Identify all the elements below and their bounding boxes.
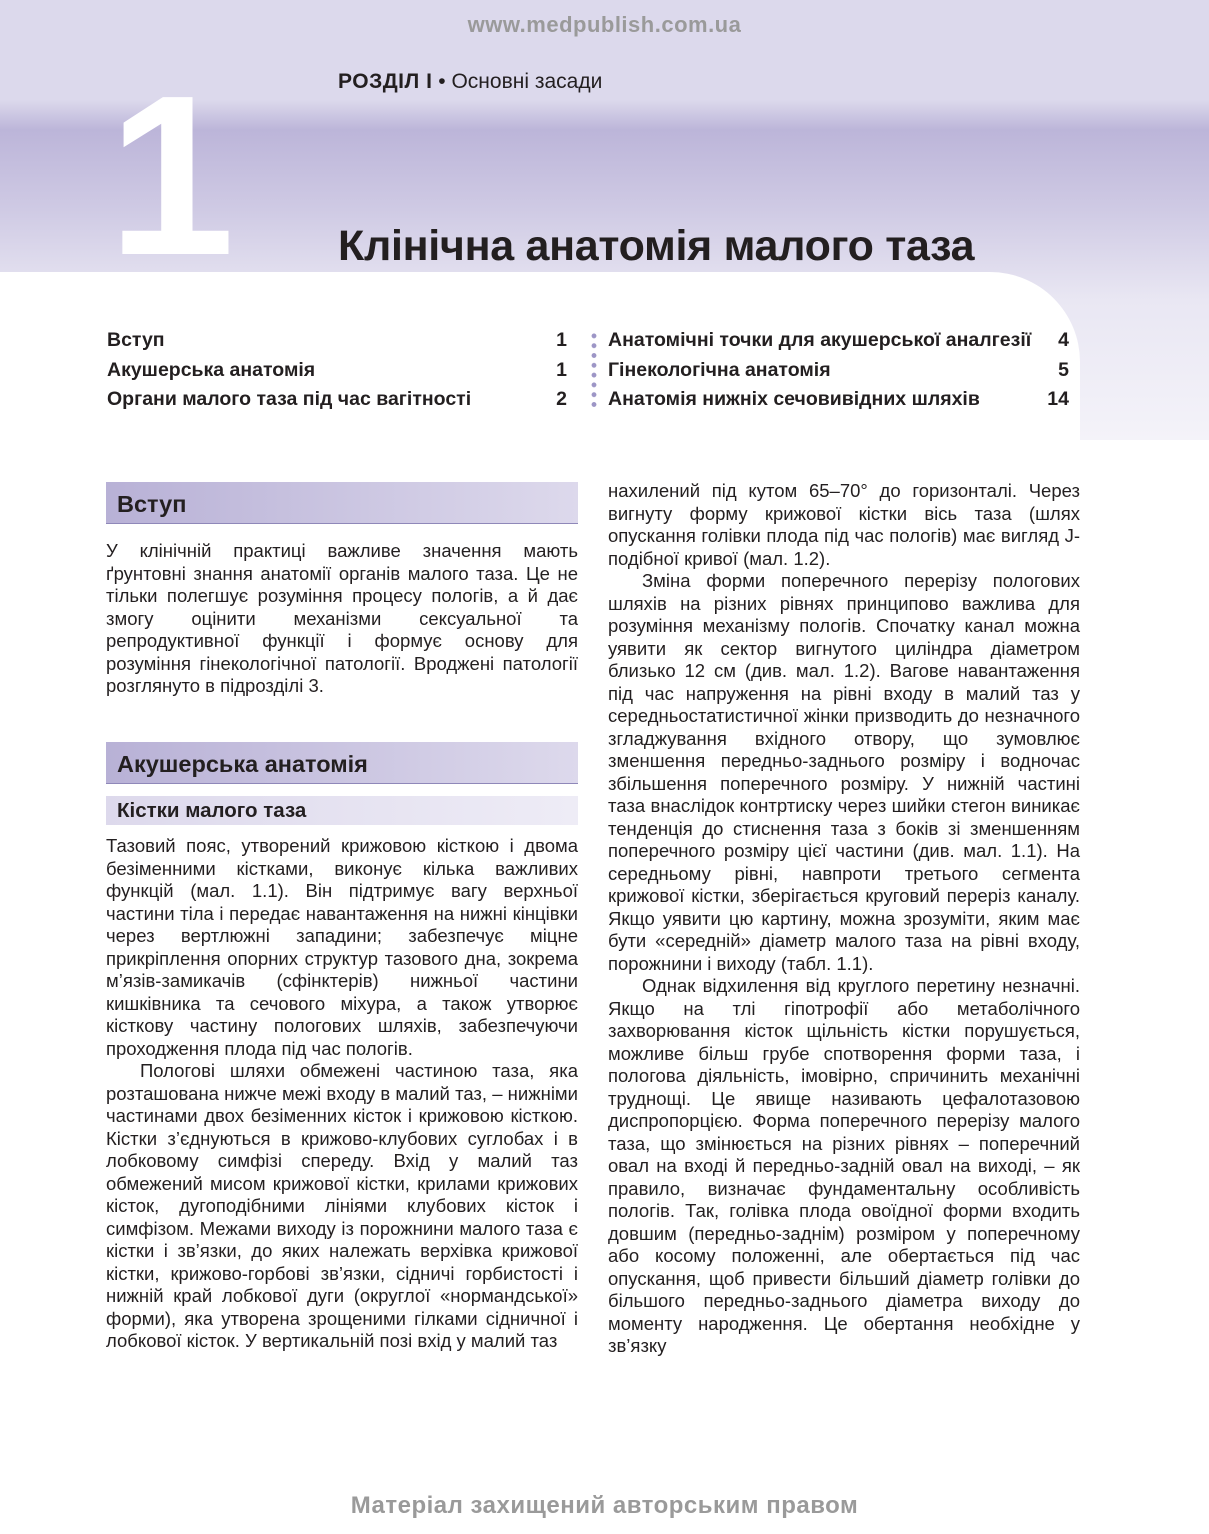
section-name: Основні засади bbox=[451, 70, 603, 93]
toc-entry-label: Органи малого таза під час вагітності bbox=[107, 388, 472, 410]
right-column-text bbox=[608, 480, 1080, 1358]
paragraph: Тазовий пояс, утворений крижовою кісткою і двома безіменними кістками, виконує кілька важливих функцій (мал. 1.1). Він підтримує вагу верхньої частини тіла і передає навантаження на нижні кінцівки через вертлюжні западини; забезпечує міцне прикріплення опорних структур тазового дна, зокрема м’язів-замикачів (сфінктерів) нижньої частини кишківника та сечового міхура, а також утворює кісткову частину пологових шляхів, забезпечуючи проходження плода під час пологів. bbox=[106, 835, 578, 1059]
toc-entry bbox=[608, 385, 1069, 415]
toc-entry bbox=[608, 356, 1069, 386]
table-of-contents-left bbox=[107, 326, 567, 415]
toc-entry-page: 5 bbox=[1058, 358, 1069, 381]
toc-entry-label: Анатомія нижніх сечовивідних шляхів bbox=[608, 388, 980, 410]
chapter-title: Клінічна анатомія малого таза bbox=[338, 222, 975, 270]
running-section-header bbox=[338, 70, 602, 94]
toc-entry-label: Гінекологічна анатомія bbox=[608, 358, 831, 381]
toc-entry bbox=[107, 385, 567, 415]
section-heading-obstetric-anatomy: Акушерська анатомія bbox=[106, 742, 578, 784]
paragraph: нахилений під кутом 65–70° до горизонталі. Через вигнуту форму крижової кістки вісь таза (шлях опускання голівки плода під час пологів) має вигляд J-подібної кривої (мал. 1.2). bbox=[608, 480, 1080, 569]
toc-entry-page: 4 bbox=[1058, 329, 1069, 351]
publisher-url: www.medpublish.com.ua bbox=[467, 12, 742, 37]
toc-entry-label: Анатомічні точки для акушерської аналгезії bbox=[608, 329, 1032, 351]
table-of-contents-right bbox=[608, 326, 1069, 415]
paragraph: Однак відхилення від круглого перетину незначні. Якщо на тлі гіпотрофії або метаболічного захворювання кісток щільність кістки порушується, можливе більш грубе спотворення форми таза, і пологова діяльність, імовірно, спричинить механічні труднощі. Це явище називають цефалотазовою диспропорцією. Форма поперечного перерізу малого таза, що змінюється на різних рівнях – поперечний овал на вході й передньо-задній овал на виході, – як правило, визначає фундаментальну особливість пологів. Так, голівка плода овоїдної форми входить довшим (передньо-заднім) розміром у поперечному або косому положенні, але обертається під час опускання, щоб привести більший діаметр голівки до більшого передньо-заднього діаметра виходу до моменту народження. Це обертання необхідне у зв’язку bbox=[608, 975, 1080, 1356]
toc-entry-page: 1 bbox=[556, 358, 567, 381]
toc-entry bbox=[608, 326, 1069, 356]
section-heading-intro: Вступ bbox=[106, 482, 578, 524]
section-separator: • bbox=[438, 70, 446, 93]
toc-entry-label: Акушерська анатомія bbox=[107, 358, 316, 381]
copyright-watermark: Матеріал захищений авторським правом bbox=[350, 1492, 859, 1519]
paragraph: Зміна форми поперечного перерізу пологових шляхів на різних рівнях принципово важлива для розуміння механізму пологів. Спочатку канал можна уявити як сектор вигнутого циліндра діаметром близько 12 см (див. мал. 1.2). Вагове навантаження під час напруження на рівні входу в малий таз у середньостатистичної жінки призводить до незначного згладжування вхідного отвору, що зумовлює зменшення передньо-заднього розміру і водночас збільшення поперечного розміру. У нижній частині таза внаслідок контртиску через шийки стегон виникає тенденція до стиснення таза з боків зі зменшенням поперечного розміру цієї частини (див. мал. 1.1). На середньому рівні, навпроти третього сегмента крижової кістки, зберігається круговий переріз каналу. Якщо уявити цю картину, можна зрозуміти, яким має бути «середній» діаметр малого таза на рівні входу, порожнини і виходу (табл. 1.1). bbox=[608, 570, 1080, 974]
toc-dotted-divider bbox=[590, 331, 598, 409]
chapter-number: 1 bbox=[108, 49, 231, 303]
toc-entry-page: 1 bbox=[556, 329, 567, 351]
paragraph: У клінічній практиці важливе значення мають ґрунтовні знання анатомії органів малого таза. Це не тільки полегшує розуміння процесу пологів, а й дає змогу оцінити механізми сексуальної та репродуктивної функції і формує основу для розуміння гінекологічної патології. Вроджені патології розглянуто в підрозділі 3. bbox=[106, 540, 578, 696]
toc-entry bbox=[107, 326, 567, 356]
subsection-heading-pelvic-bones: Кістки малого таза bbox=[106, 796, 578, 825]
intro-text bbox=[106, 540, 578, 698]
section-label: РОЗДІЛ І bbox=[338, 70, 433, 93]
toc-entry bbox=[107, 356, 567, 386]
paragraph: Пологові шляхи обмежені частиною таза, яка розташована нижче межі входу в малий таз, – нижніми частинами двох безіменних кісток і крижовою кісткою. Кістки з’єднуються в крижово-клубових суглобах і в лобковому симфізі спереду. Вхід у малий таз обмежений мисом крижової кістки, крилами крижових кісток, дугоподібними лініями клубових кісток і симфізом. Межами виходу із порожнини малого таза є кістки і зв’язки, до яких належать верхівка крижової кістки, крижово-горбові зв’язки, сідничі горбистості і нижній край лобкової дуги (округлої «нормандської» форми), яка утворена зрощеними гілками сідничної і лобкової кісток. У вертикальній позі вхід у малий таз bbox=[106, 1060, 578, 1351]
toc-entry-label: Вступ bbox=[107, 329, 165, 351]
toc-entry-page: 2 bbox=[556, 388, 567, 410]
pelvic-bones-text bbox=[106, 835, 578, 1353]
toc-entry-page: 14 bbox=[1047, 388, 1069, 410]
